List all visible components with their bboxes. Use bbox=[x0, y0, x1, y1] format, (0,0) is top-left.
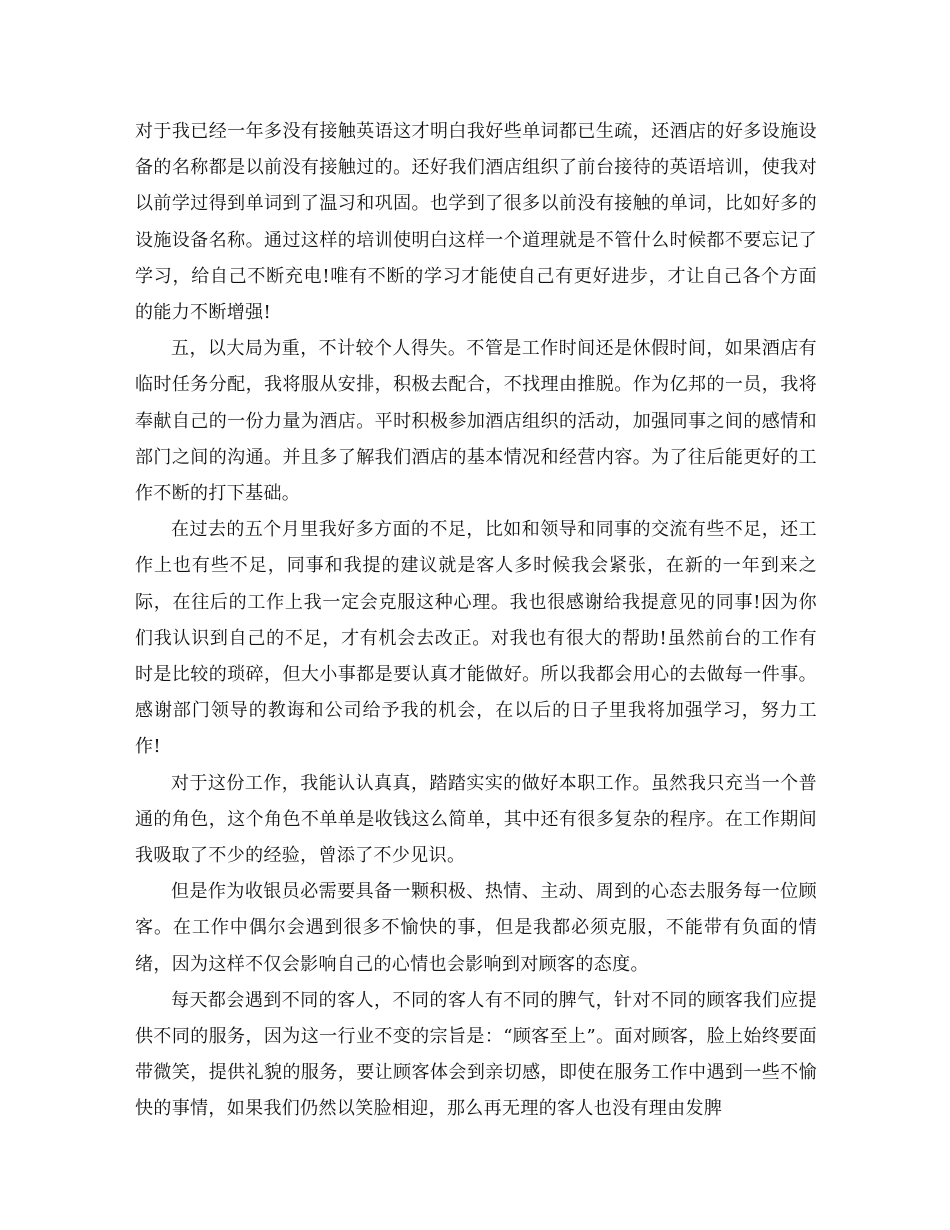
paragraph-2: 五，以大局为重，不计较个人得失。不管是工作时间还是休假时间，如果酒店有临时任务分配，我将服从安排，积极去配合，不找理由推脱。作为亿邦的一员，我将奉献自己的一份力量为酒店。平时积极参加酒店组织的活动，加强同事之间的感情和部门之间的沟通。并且多了解我们酒店的基本情况和经营内容。为了往后能更好的工作不断的打下基础。 bbox=[135, 338, 817, 505]
paragraph-1: 对于我已经一年多没有接触英语这才明白我好些单词都已生疏，还酒店的好多设施设备的名称都是以前没有接触过的。还好我们酒店组织了前台接待的英语培训，使我对以前学过得到单词到了温习和巩固。也学到了很多以前没有接触的单词，比如好多的设施设备名称。通过这样的培训使明白这样一个道理就是不管什么时候都不要忘记了学习，给自己不断充电!唯有不断的学习才能使自己有更好进步，才让自己各个方面的能力不断增强! bbox=[135, 121, 817, 324]
paragraph-5: 但是作为收银员必需要具备一颗积极、热情、主动、周到的心态去服务每一位顾客。在工作中偶尔会遇到很多不愉快的事，但是我都必须克服，不能带有负面的情绪，因为这样不仅会影响自己的心情也会影响到对顾客的态度。 bbox=[135, 881, 817, 975]
paragraph-4: 对于这份工作，我能认认真真，踏踏实实的做好本职工作。虽然我只充当一个普通的角色，这个角色不单单是收钱这么简单，其中还有很多复杂的程序。在工作期间我吸取了不少的经验，曾添了不少见识。 bbox=[135, 772, 817, 867]
document-body bbox=[135, 114, 817, 1128]
paragraph-3: 在过去的五个月里我好多方面的不足，比如和领导和同事的交流有些不足，还工作上也有些不足，同事和我提的建议就是客人多时候我会紧张，在新的一年到来之际，在往后的工作上我一定会克服这种心理。我也很感谢给我提意见的同事!因为你们我认识到自己的不足，才有机会去改正。对我也有很大的帮助!虽然前台的工作有时是比较的琐碎，但大小事都是要认真才能做好。所以我都会用心的去做每一件事。感谢部门领导的教诲和公司给予我的机会，在以后的日子里我将加强学习，努力工作! bbox=[135, 519, 817, 758]
paragraph-6: 每天都会遇到不同的客人，不同的客人有不同的脾气，针对不同的顾客我们应提供不同的服务，因为这一行业不变的宗旨是：“顾客至上”。面对顾客，脸上始终要面带微笑，提供礼貌的服务，要让顾客体会到亲切感，即使在服务工作中遇到一些不愉快的事情，如果我们仍然以笑脸相迎，那么再无理的客人也没有理由发脾 bbox=[135, 989, 817, 1120]
